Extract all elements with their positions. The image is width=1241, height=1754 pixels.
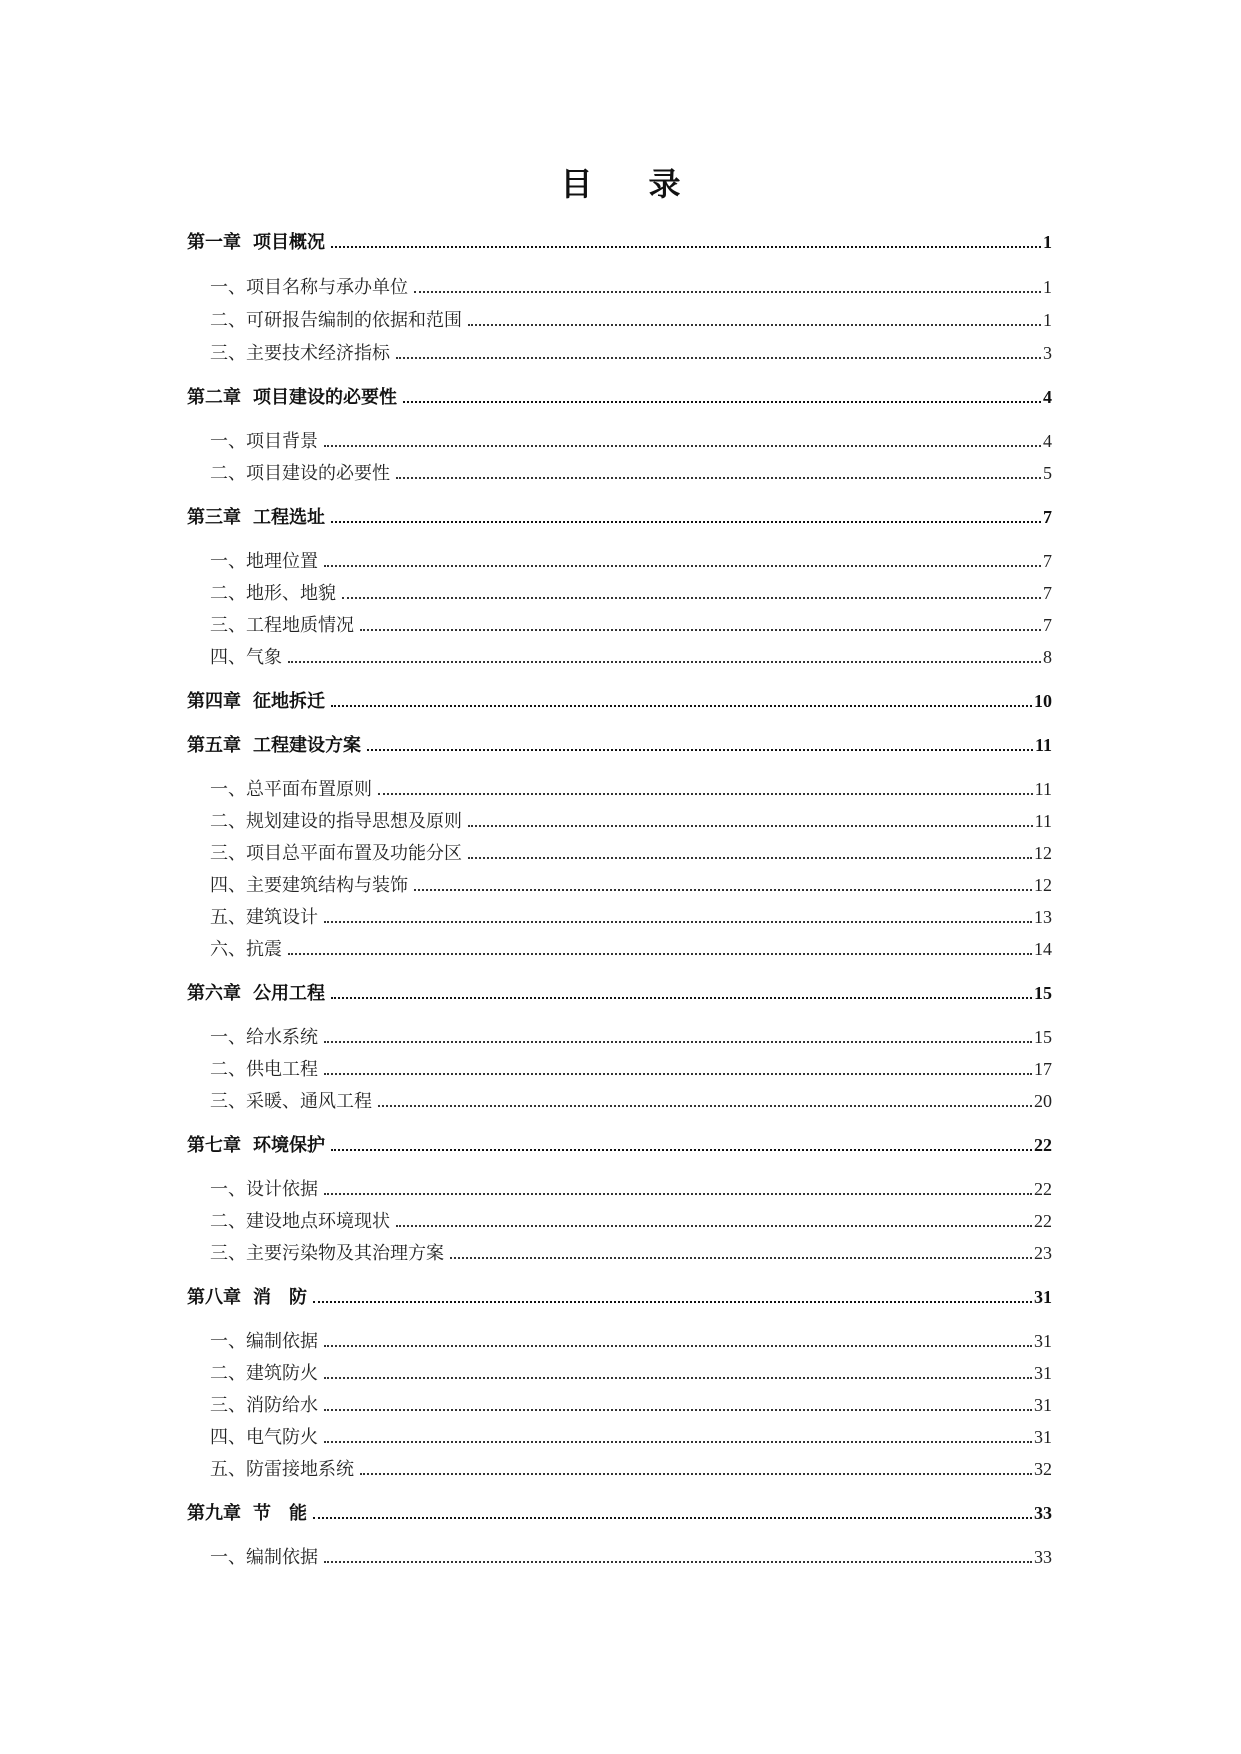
toc-page-number: 1 bbox=[1043, 277, 1052, 297]
toc-page-number: 31 bbox=[1034, 1395, 1052, 1415]
toc-section-entry[interactable] bbox=[210, 1359, 1052, 1385]
toc-leader-dots bbox=[288, 952, 1032, 955]
toc-entry-label bbox=[187, 731, 361, 757]
toc-entry-title: 设计依据 bbox=[246, 1179, 318, 1200]
toc-entry-number: 第二章 bbox=[187, 387, 241, 408]
toc-page-number: 11 bbox=[1034, 811, 1052, 831]
toc-leader-dots bbox=[396, 476, 1041, 479]
toc-entry-number: 三、 bbox=[210, 843, 246, 864]
toc-chapter-entry[interactable] bbox=[187, 979, 1052, 1005]
toc-chapter-entry[interactable] bbox=[187, 731, 1052, 757]
toc-leader-dots bbox=[414, 290, 1041, 293]
toc-entry-label bbox=[210, 903, 318, 929]
toc-leader-dots bbox=[324, 1376, 1032, 1379]
toc-entry-label bbox=[210, 1455, 354, 1481]
toc-page-number: 11 bbox=[1034, 735, 1052, 755]
toc-entry-number: 四、 bbox=[210, 875, 246, 896]
toc-section-entry[interactable] bbox=[210, 547, 1052, 573]
toc-entry-number: 一、 bbox=[210, 551, 246, 572]
toc-page-number: 5 bbox=[1043, 463, 1052, 483]
toc-entry-label bbox=[210, 1327, 318, 1353]
toc-leader-dots bbox=[468, 824, 1033, 827]
toc-entry-title: 项目背景 bbox=[246, 431, 318, 452]
toc-entry-title: 工程建设方案 bbox=[253, 735, 361, 756]
toc-section-entry[interactable] bbox=[210, 871, 1052, 897]
toc-leader-dots bbox=[331, 245, 1041, 248]
toc-page-number: 8 bbox=[1043, 647, 1052, 667]
toc-entry-number: 四、 bbox=[210, 647, 246, 668]
toc-entry-label bbox=[210, 547, 318, 573]
page-title-char-2: 录 bbox=[648, 165, 681, 203]
toc-page-number: 13 bbox=[1034, 907, 1052, 927]
toc-leader-dots bbox=[324, 1072, 1032, 1075]
toc-entry-label bbox=[210, 1359, 318, 1385]
toc-entry-number: 二、 bbox=[210, 1059, 246, 1080]
toc-leader-dots bbox=[396, 1224, 1032, 1227]
toc-section-entry[interactable] bbox=[210, 273, 1052, 299]
toc-entry-label bbox=[210, 273, 408, 299]
toc-leader-dots bbox=[324, 1040, 1032, 1043]
toc-page-number: 31 bbox=[1034, 1363, 1052, 1383]
toc-entry-label bbox=[210, 1543, 318, 1569]
toc-section-entry[interactable] bbox=[210, 807, 1052, 833]
toc-entry-label bbox=[187, 1283, 307, 1309]
toc-entry-label bbox=[210, 1175, 318, 1201]
toc-leader-dots bbox=[324, 564, 1041, 567]
toc-entry-number: 一、 bbox=[210, 1027, 246, 1048]
toc-entry-label bbox=[187, 687, 325, 713]
toc-entry-title: 地形、地貌 bbox=[246, 583, 336, 604]
toc-entry-number: 第五章 bbox=[187, 735, 241, 756]
toc-entry-number: 三、 bbox=[210, 1395, 246, 1416]
toc-entry-title: 公用工程 bbox=[253, 983, 325, 1004]
toc-leader-dots bbox=[331, 1148, 1032, 1151]
toc-leader-dots bbox=[360, 628, 1041, 631]
toc-entry-number: 五、 bbox=[210, 907, 246, 928]
toc-entry-title: 供电工程 bbox=[246, 1059, 318, 1080]
toc-entry-number: 一、 bbox=[210, 277, 246, 298]
toc-page-number: 4 bbox=[1043, 431, 1052, 451]
toc-leader-dots bbox=[342, 596, 1041, 599]
toc-leader-dots bbox=[324, 1408, 1032, 1411]
toc-entry-title: 气象 bbox=[246, 647, 282, 668]
toc-section-entry[interactable] bbox=[210, 1423, 1052, 1449]
toc-entry-number: 第八章 bbox=[187, 1287, 241, 1308]
toc-leader-dots bbox=[324, 1344, 1032, 1347]
toc-entry-label bbox=[210, 459, 390, 485]
toc-entry-title: 主要污染物及其治理方案 bbox=[246, 1243, 444, 1264]
toc-entry-title: 环境保护 bbox=[253, 1135, 325, 1156]
toc-leader-dots bbox=[331, 996, 1032, 999]
toc-entry-number: 一、 bbox=[210, 1547, 246, 1568]
toc-entry-number: 一、 bbox=[210, 1331, 246, 1352]
toc-entry-label bbox=[210, 1207, 390, 1233]
toc-section-entry[interactable] bbox=[210, 903, 1052, 929]
toc-page-number: 14 bbox=[1034, 939, 1052, 959]
toc-entry-number: 六、 bbox=[210, 939, 246, 960]
toc-entry-title: 电气防火 bbox=[246, 1427, 318, 1448]
toc-entry-number: 第六章 bbox=[187, 983, 241, 1004]
toc-page-number: 3 bbox=[1043, 343, 1052, 363]
toc-page-number: 7 bbox=[1043, 583, 1052, 603]
toc-section-entry[interactable] bbox=[210, 1207, 1052, 1233]
toc-page-number: 31 bbox=[1034, 1427, 1052, 1447]
toc-page-number: 12 bbox=[1034, 843, 1052, 863]
toc-entry-title: 消防给水 bbox=[246, 1395, 318, 1416]
toc-section-entry[interactable] bbox=[210, 611, 1052, 637]
toc-entry-label bbox=[210, 339, 390, 365]
toc-section-entry[interactable] bbox=[210, 459, 1052, 485]
toc-entry-title: 可研报告编制的依据和范围 bbox=[246, 310, 462, 331]
toc-entry-title: 节 能 bbox=[253, 1503, 307, 1524]
toc-entry-number: 二、 bbox=[210, 1211, 246, 1232]
toc-leader-dots bbox=[288, 660, 1041, 663]
toc-entry-title: 项目概况 bbox=[253, 232, 325, 253]
toc-section-entry[interactable] bbox=[210, 1087, 1052, 1113]
toc-entry-label bbox=[210, 579, 336, 605]
toc-entry-number: 二、 bbox=[210, 1363, 246, 1384]
toc-entry-title: 项目建设的必要性 bbox=[253, 387, 397, 408]
toc-entry-number: 三、 bbox=[210, 1243, 246, 1264]
toc-entry-number: 第三章 bbox=[187, 507, 241, 528]
toc-page-number: 33 bbox=[1034, 1547, 1052, 1567]
toc-page-number: 1 bbox=[1043, 310, 1052, 330]
toc-section-entry[interactable] bbox=[210, 306, 1052, 332]
toc-entry-number: 三、 bbox=[210, 343, 246, 364]
toc-entry-label bbox=[210, 1023, 318, 1049]
toc-section-entry[interactable] bbox=[210, 775, 1052, 801]
toc-entry-number: 二、 bbox=[210, 583, 246, 604]
toc-leader-dots bbox=[360, 1472, 1032, 1475]
toc-leader-dots bbox=[378, 1104, 1032, 1107]
toc-section-entry[interactable] bbox=[210, 935, 1052, 961]
toc-section-entry[interactable] bbox=[210, 1239, 1052, 1265]
toc-entry-number: 四、 bbox=[210, 1427, 246, 1448]
toc-entry-number: 二、 bbox=[210, 811, 246, 832]
toc-leader-dots bbox=[468, 856, 1032, 859]
toc-entry-number: 一、 bbox=[210, 779, 246, 800]
toc-entry-title: 消 防 bbox=[253, 1287, 307, 1308]
toc-page-number: 20 bbox=[1034, 1091, 1052, 1111]
toc-page-number: 17 bbox=[1034, 1059, 1052, 1079]
toc-leader-dots bbox=[414, 888, 1032, 891]
toc-entry-title: 项目名称与承办单位 bbox=[246, 277, 408, 298]
toc-entry-number: 三、 bbox=[210, 1091, 246, 1112]
toc-entry-title: 征地拆迁 bbox=[253, 691, 325, 712]
toc-entry-label bbox=[210, 935, 282, 961]
toc-entry-title: 总平面布置原则 bbox=[246, 779, 372, 800]
toc-entry-label bbox=[187, 979, 325, 1005]
toc-section-entry[interactable] bbox=[210, 579, 1052, 605]
toc-chapter-entry[interactable] bbox=[187, 1499, 1052, 1525]
toc-leader-dots bbox=[403, 400, 1041, 403]
toc-entry-label bbox=[210, 1423, 318, 1449]
toc-page-number: 10 bbox=[1034, 691, 1052, 711]
toc-page-number: 1 bbox=[1043, 232, 1052, 252]
toc-entry-label bbox=[187, 1499, 307, 1525]
toc-entry-label bbox=[210, 871, 408, 897]
toc-section-entry[interactable] bbox=[210, 1391, 1052, 1417]
toc-entry-title: 采暖、通风工程 bbox=[246, 1091, 372, 1112]
toc-leader-dots bbox=[324, 1440, 1032, 1443]
toc-entry-title: 项目总平面布置及功能分区 bbox=[246, 843, 462, 864]
toc-page-number: 23 bbox=[1034, 1243, 1052, 1263]
page-title-char-1: 目 bbox=[560, 165, 593, 203]
toc-chapter-entry[interactable] bbox=[187, 503, 1052, 529]
toc-entry-label bbox=[187, 383, 397, 409]
toc-page-number: 31 bbox=[1034, 1331, 1052, 1351]
toc-page-number: 33 bbox=[1034, 1503, 1052, 1523]
toc-page-number: 7 bbox=[1043, 551, 1052, 571]
toc-entry-label bbox=[210, 1391, 318, 1417]
toc-entry-title: 建设地点环境现状 bbox=[246, 1211, 390, 1232]
toc-chapter-entry[interactable] bbox=[187, 687, 1052, 713]
toc-entry-title: 编制依据 bbox=[246, 1547, 318, 1568]
toc-page-number: 4 bbox=[1043, 387, 1052, 407]
toc-entry-title: 主要建筑结构与装饰 bbox=[246, 875, 408, 896]
toc-entry-label bbox=[210, 643, 282, 669]
toc-page-number: 22 bbox=[1034, 1211, 1052, 1231]
toc-leader-dots bbox=[324, 444, 1041, 447]
toc-entry-label bbox=[210, 611, 354, 637]
toc-leader-dots bbox=[331, 520, 1041, 523]
toc-entry-title: 给水系统 bbox=[246, 1027, 318, 1048]
toc-chapter-entry[interactable] bbox=[187, 383, 1052, 409]
toc-entry-number: 第九章 bbox=[187, 1503, 241, 1524]
toc-entry-title: 工程地质情况 bbox=[246, 615, 354, 636]
toc-section-entry[interactable] bbox=[210, 643, 1052, 669]
toc-entry-number: 第一章 bbox=[187, 232, 241, 253]
toc-section-entry[interactable] bbox=[210, 1055, 1052, 1081]
toc-page-number: 31 bbox=[1034, 1287, 1052, 1307]
toc-page-number: 12 bbox=[1034, 875, 1052, 895]
toc-entry-title: 主要技术经济指标 bbox=[246, 343, 390, 364]
toc-page-number: 22 bbox=[1034, 1179, 1052, 1199]
toc-entry-label bbox=[187, 228, 325, 254]
toc-leader-dots bbox=[331, 704, 1032, 707]
toc-page-number: 32 bbox=[1034, 1459, 1052, 1479]
toc-section-entry[interactable] bbox=[210, 839, 1052, 865]
toc-page-number: 15 bbox=[1034, 1027, 1052, 1047]
toc-section-entry[interactable] bbox=[210, 1023, 1052, 1049]
toc-chapter-entry[interactable] bbox=[187, 1283, 1052, 1309]
toc-leader-dots bbox=[378, 792, 1033, 795]
toc-page-number: 15 bbox=[1034, 983, 1052, 1003]
toc-entry-number: 三、 bbox=[210, 615, 246, 636]
toc-entry-title: 编制依据 bbox=[246, 1331, 318, 1352]
toc-section-entry[interactable] bbox=[210, 339, 1052, 365]
toc-leader-dots bbox=[324, 1560, 1032, 1563]
toc-entry-label bbox=[210, 775, 372, 801]
toc-leader-dots bbox=[367, 748, 1033, 751]
toc-entry-number: 第四章 bbox=[187, 691, 241, 712]
toc-entry-label bbox=[210, 427, 318, 453]
toc-entry-label bbox=[210, 1239, 444, 1265]
toc-section-entry[interactable] bbox=[210, 427, 1052, 453]
toc-entry-label bbox=[210, 1087, 372, 1113]
toc-chapter-entry[interactable] bbox=[187, 228, 1052, 254]
toc-chapter-entry[interactable] bbox=[187, 1131, 1052, 1157]
toc-section-entry[interactable] bbox=[210, 1543, 1052, 1569]
toc-entry-number: 一、 bbox=[210, 431, 246, 452]
toc-entry-title: 地理位置 bbox=[246, 551, 318, 572]
toc-entry-title: 规划建设的指导思想及原则 bbox=[246, 811, 462, 832]
toc-section-entry[interactable] bbox=[210, 1175, 1052, 1201]
toc-section-entry[interactable] bbox=[210, 1455, 1052, 1481]
toc-entry-title: 工程选址 bbox=[253, 507, 325, 528]
toc-entry-number: 二、 bbox=[210, 310, 246, 331]
toc-entry-title: 防雷接地系统 bbox=[246, 1459, 354, 1480]
toc-leader-dots bbox=[324, 920, 1032, 923]
toc-entry-title: 建筑设计 bbox=[246, 907, 318, 928]
toc-page-number: 11 bbox=[1034, 779, 1052, 799]
toc-entry-title: 项目建设的必要性 bbox=[246, 463, 390, 484]
toc-entry-number: 一、 bbox=[210, 1179, 246, 1200]
toc-section-entry[interactable] bbox=[210, 1327, 1052, 1353]
toc-entry-number: 二、 bbox=[210, 463, 246, 484]
toc-page-number: 7 bbox=[1043, 615, 1052, 635]
toc-entry-label bbox=[210, 807, 462, 833]
toc-entry-label bbox=[210, 1055, 318, 1081]
toc-entry-label bbox=[187, 1131, 325, 1157]
toc-entry-label bbox=[210, 839, 462, 865]
toc-entry-label bbox=[210, 306, 462, 332]
toc-page-number: 7 bbox=[1043, 507, 1052, 527]
toc-entry-number: 五、 bbox=[210, 1459, 246, 1480]
toc-leader-dots bbox=[324, 1192, 1032, 1195]
toc-entry-title: 抗震 bbox=[246, 939, 282, 960]
toc-entry-title: 建筑防火 bbox=[246, 1363, 318, 1384]
toc-leader-dots bbox=[313, 1300, 1032, 1303]
toc-leader-dots bbox=[450, 1256, 1032, 1259]
toc-entry-number: 第七章 bbox=[187, 1135, 241, 1156]
toc-leader-dots bbox=[468, 323, 1041, 326]
toc-entry-label bbox=[187, 503, 325, 529]
toc-page-number: 22 bbox=[1034, 1135, 1052, 1155]
toc-leader-dots bbox=[396, 356, 1041, 359]
toc-leader-dots bbox=[313, 1516, 1032, 1519]
